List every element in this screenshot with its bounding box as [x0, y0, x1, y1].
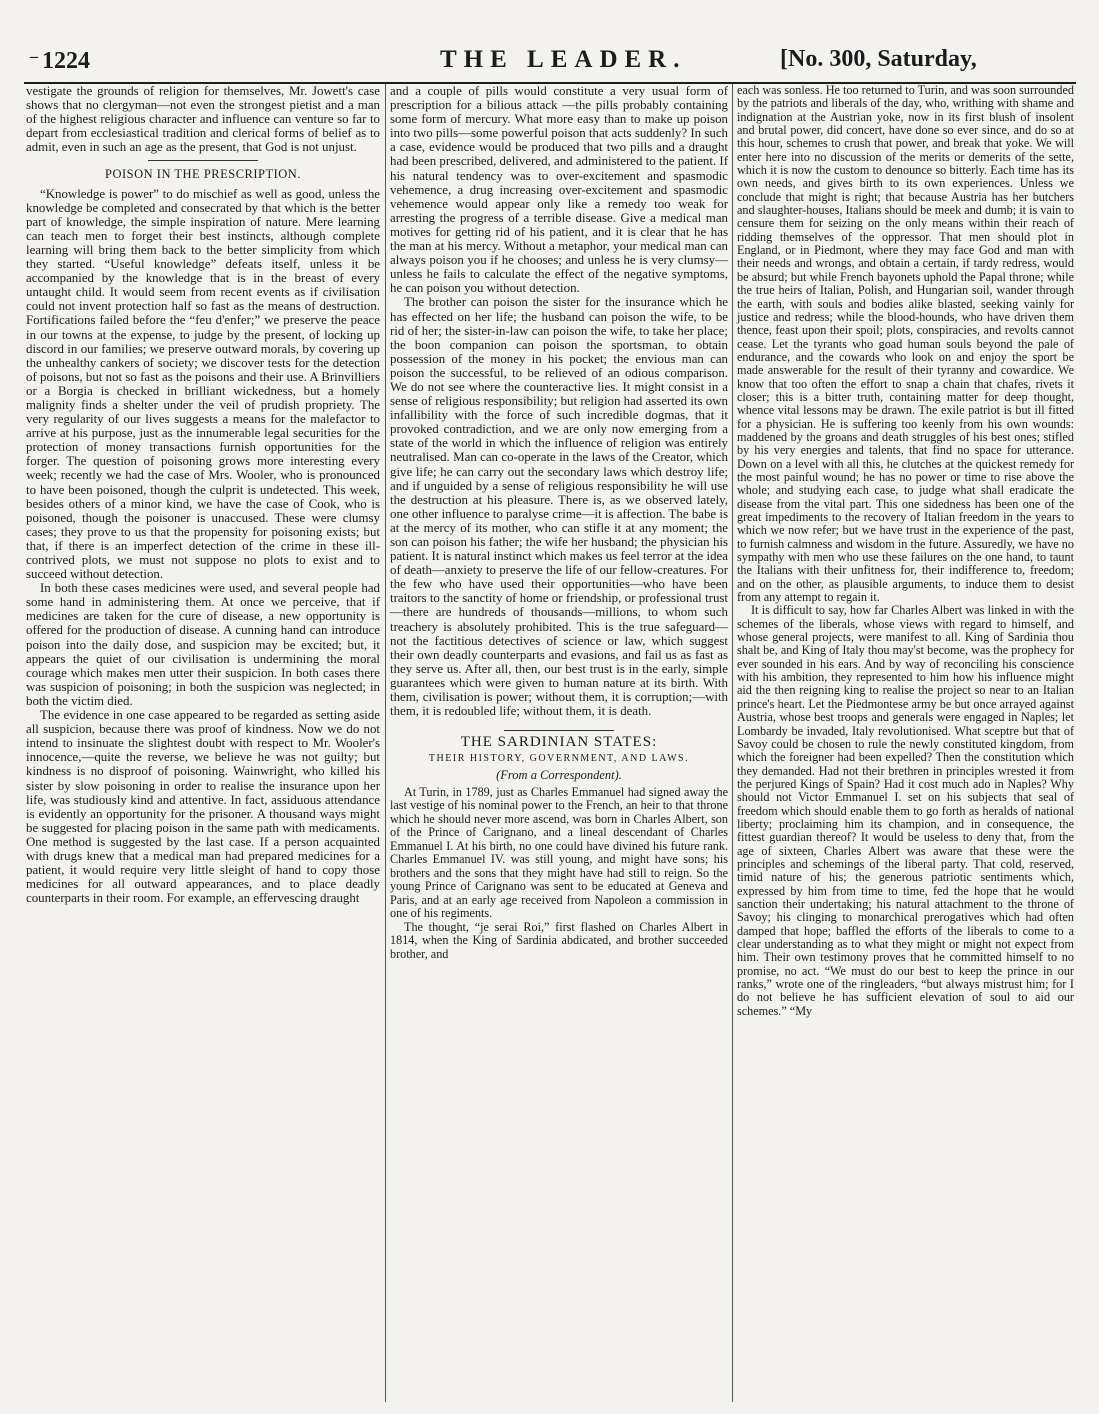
masthead — [0, 0, 1099, 90]
issue-label: [No. 300, Saturday, — [780, 46, 977, 72]
paragraph: The thought, “je serai Roi,” first flashed on Charles Albert in 1814, when the King of Sardinia abdicated, and brother succeeded brother, and — [390, 919, 728, 961]
column-2 — [390, 84, 728, 961]
column-3 — [737, 84, 1074, 1018]
column-divider — [385, 84, 386, 1402]
article-subtitle: THEIR HISTORY, GOVERNMENT, AND LAWS. — [428, 753, 690, 765]
section-heading: POISON IN THE PRESCRIPTION. — [105, 167, 301, 182]
section-rule — [148, 160, 258, 161]
paragraph: and a couple of pills would constitute a very usual form of prescription for a bilious attack —the pills probably containing some form of mercury. What more easy than to make up poison into two pills—some powerful poison that acts suddenly? In such a case, evidence would be produced that two pills and a draught had been prescribed, delivered, and administered to the patient. If his natural tendency was to over-excitement and spasmodic vehemence, a drug increasing over-excitement and spasmodic vehemence would appear only like a remedy too weak for arresting the progress of a terrible disease. Give a medical man motives for getting rid of his patient, and it is clear that he has the man at his mercy. Without a metaphor, your medical man can always poison you if he chooses; and unless he is very clumsy—unless he fails to calculate the effect of the negative symptoms, he can poison you without detection. — [390, 84, 728, 296]
paragraph: In both these cases medicines were used, and several people had some hand in administering them. At once we perceive, that if medicines are taken for the cure of disease, a new opportunity is offered for the production of disease. A cunning hand can introduce poison into the daily dose, and suspicion may be excited; but, it appears the quiet of our civilisation is undermining the moral courage which makes men utter their suspicion. In both cases there was suspicion of poisoning; in both the suspicion was neglected; in both the victim died. — [26, 581, 380, 708]
article-rule — [504, 730, 614, 731]
newspaper-title: THE LEADER. — [440, 46, 687, 73]
paragraph: The brother can poison the sister for the insurance which he has effected on her life; the husband can poison the wife, to be rid of her; the sister-in-law can poison the wife, to take her place; the boon companion can poison the sportsman, to obtain possession of the money in his pocket; the envious man can poison the successful, to be relieved of an odious comparison. We do not see where the counteractive lies. It might consist in a sense of religious responsibility; but religion had asserted its own infallibility with the force of such incredible dogmas, that it provoked contradiction, and we are only now emerging from a state of the world in which the influence of religion was entirely neutralised. Man can co-operate in the laws of the Creator, which give life; he can carry out the secondary laws which destroy life; and if unguided by a sense of religious responsibility he will use the destruction at his pleasure. There is, as we observed lately, one other influence to paralyse crime—it is affection. The babe is at the mercy of its mother, who can stifle it at any moment; the son can poison his father; the wife her husband; the physician his patient. It is natural instinct which makes us feel terror at the idea of death—anxiety to preserve the life of our fellow-creatures. For the few who have used their opportunities—who have been traitors to the sanctity of home or friendship, or professional trust—there are hundreds of thousands—millions, to whom such treachery is absolutely prohibited. This is the true safeguard—not the factitious detectives of science or law, which suggest their own deadly counterparts and evasions, and fail us as fast as they serve us. After all, then, our best trust is in the early, simple guarantees which were given to human nature at its birth. With them, civilisation is power; without them, it is corruption;—with them, it is redoubled life; without them, it is death. — [390, 295, 728, 719]
paragraph: each was sonless. He too returned to Turin, and was soon surrounded by the patriots and liberals of the day, who, writhing with shame and indignation at the Austrian yoke, now in its first blush of insolent and brutal power, did concert, have done so ever since, and do so at this hour, schemes to crush that power, and break that yoke. We will enter here into no discussion of the merits or demerits of the sette, which it is now the custom to denounce so bitterly. Each time has its own needs, and gives birth to its own experiences. Unless we conclude that might is right; that because Austria has her butchers and slaughter-houses, Italians should be meek and dumb; it is vain to censure them for seizing on the only means within their reach of ridding themselves of the oppressor. That men should plot in England, or in Piedmont, where they may face God and man with their needs and wrongs, and obtain a certain, if tardy redress, would be absurd; but while French bayonets uphold the Papal throne; while the true heirs of Italian, Polish, and Hungarian soil, wander through the earth, with souls and bodies alike blasted, seeking vainly for justice and redress; while the blood-hounds, who have driven them thence, feast upon their spoil; plots, conspiracies, and revolts cannot cease. Let the tyrants who goad human souls beyond the pale of endurance, and the cowards who look on and enjoy the sport be made answerable for the result of their tyranny and cowardice. We know that too often the effort to snap a chain that chafes, rivets it closer; this is a bitter truth, containing matter for deep thought, whence vital lessons may be drawn. The exile patriot is but ill fitted for a physician. He is suffering too keenly from his own wounds: maddened by the groans and death struggles of his best ones; stifled by his very energies and talents, that find no space for utterance. Down on a level with all this, he clutches at the quickest remedy for the most painful wound; he has no power or time to rise above the whole; and studying each case, to judge what shall eradicate the disease from the vital part. This one sidedness has been one of the great impediments to the recovery of Italian freedom in the years to which we now refer; but we have trust in the experience of the past, to furnish calmness and wisdom in the future. Assuredly, we have no sympathy with men who use these failures on the one hand, to taunt the Italians with their unfitness for, their indifference to, freedom; and on the other, as plausible arguments, to induce them to desist from any attempt to regain it. — [737, 83, 1074, 605]
paragraph: “Knowledge is power” to do mischief as well as good, unless the knowledge be completed and consecrated by that which is the better part of knowledge, the simple inspiration of nature. Mere learning can teach men to forget their best instincts, although complete learning will bring them back to the better simplicity from which they started. “Useful knowledge” defeats itself, unless it be accompanied by the knowledge that is in the breast of every untaught child. It would seem from recent events as if civilisation could not invent protection half so fast as the means of destruction. Fortifications failed before the “feu d'enfer;” we preserve the peace in our towns at the expense, to judge by the present, of locking up discord in our families; we preserve outward morals, by covering up the unhealthy cankers of society; we discover tests for the detection of poisons, but not so fast as the poisons and their use. A Brinvilliers or a Borgia is checked in brilliant wickedness, but a homely malignity finds a shelter under the veil of prudish propriety. The very regularity of our lives suggests a means for the malefactor to arrive at his purpose, just as the innumerable legal securities for the protection of money transactions furnish opportunities for the forger. The question of poisoning grows more interesting every week; recently we had the case of Mrs. Wooler, who is pronounced to have been poisoned, though the culprit is undetected. This week, besides others of a minor kind, we have the case of Cook, who is poisoned, though the poisoner is unaccused. These were clumsy cases; they prove to us that the propensity for poisoning exists; but that, if there is an imperfect detection of the crime in these ill-contrived plots, we must not suppose no plots to exist and to succeed without detection. — [26, 186, 380, 582]
column-divider — [732, 84, 733, 1402]
paragraph: At Turin, in 1789, just as Charles Emmanuel had signed away the last vestige of his nominal power to the French, an heir to that throne which he should never more ascend, was born in Charles Albert, son of the Prince of Carignano, and a lineal descendant of Charles Emmanuel I. At his birth, no one could have divined his future rank. Charles Emmanuel IV. was still young, and might have sons; his brothers and the sons that they might have had still to reign. So the young Prince of Carignano was sent to be educated at Geneva and Paris, and at an early age received from Napoleon a commission in one of his regiments. — [390, 784, 728, 920]
paragraph: vestigate the grounds of religion for themselves, Mr. Jowett's case shows that no clergyman—not even the strongest pietist and a man of the highest religious character and influence can venture so far to depart from ecclesiastical tradition and clerical forms of belief as to admit, even in such an age as the present, that God is not unjust. — [26, 84, 380, 155]
paragraph: The evidence in one case appeared to be regarded as setting aside all suspicion, because there was proof of kindness. Now we do not intend to insinuate the slightest doubt with respect to Mr. Wooler's innocence,—quite the reverse, we believe he was not guilty; but kindness is no disproof of poisoning. Wainwright, who killed his sister by slow poisoning in order to realise the insurance upon her life, was studiously kind and attentive. In fact, assiduous attendance is evidently an opportunity for the prisoner. A thousand ways might be suggested for placing poison in the same path with medicaments. One method is suggested by the last case. If a person acquainted with drugs knew that a medical man had prepared medicines for a patient, it would require very little sleight of hand to copy those medicines for all outward appearances, and to place deadly counterparts in their room. For example, an effervescing draught — [26, 708, 380, 906]
column-1 — [26, 84, 380, 905]
paragraph: It is difficult to say, how far Charles Albert was linked in with the schemes of the liberals, whose views with regard to himself, and whose general projects, were manifest to all. King of Sardinia thou shalt be, and King of Italy thou may'st become, was the prophecy for ever sounded in his ears. And by way of reconciling his conscience with his ambition, they represented to him how his influence might aid the then reigning king to realise the project so near to an Italian prince's heart. Let the Piedmontese army be but once arrayed against Austria, whose best troops and generals were engaged in Naples; let Lombardy be invaded, Italy revolutionised. What sceptre but that of Savoy could be chosen to rule the newly constituted kingdom, from which the foreigner had been expelled? Then the constitution which they demanded. Had not their brethren in principles wrested it from the perjured Kings of Spain? Had it cost much ado in Naples? Why should not Victor Emmanuel I. set on his subjects that seal of freedom which should enable them to go forth as heralds of national liberty; proclaiming him its champion, and in consequence, the fittest guardian thereof? It would be useless to deny that, from the age of sixteen, Charles Albert was aware that these were the principles and schemings of the liberal party. That cold, reserved, timid nature of his; the generous patriotic sentiments which, expressed by him from time to time, fed the hope that he would sanction their undertaking; his natural attachment to the throne of Savoy; his clinging to monarchical prerogatives which had often damped that hope; baffled the efforts of the liberals to come to a clear understanding as to what they might or might not expect from him. Their own testimony proves that he committed himself to no promise, no act. “We must do our best to keep the prince in our ranks,” wrote one of the ringleaders, “but always mistrust him; for I do not believe he has sufficient elevation of soul to aid our schemes.” “My — [737, 603, 1074, 1018]
article-title: THE SARDINIAN STATES: — [460, 734, 658, 751]
page-number: ‒ 1224 — [30, 48, 90, 74]
page-number-value: 1224 — [42, 48, 90, 74]
correspondent-line: (From a Correspondent). — [496, 768, 622, 783]
